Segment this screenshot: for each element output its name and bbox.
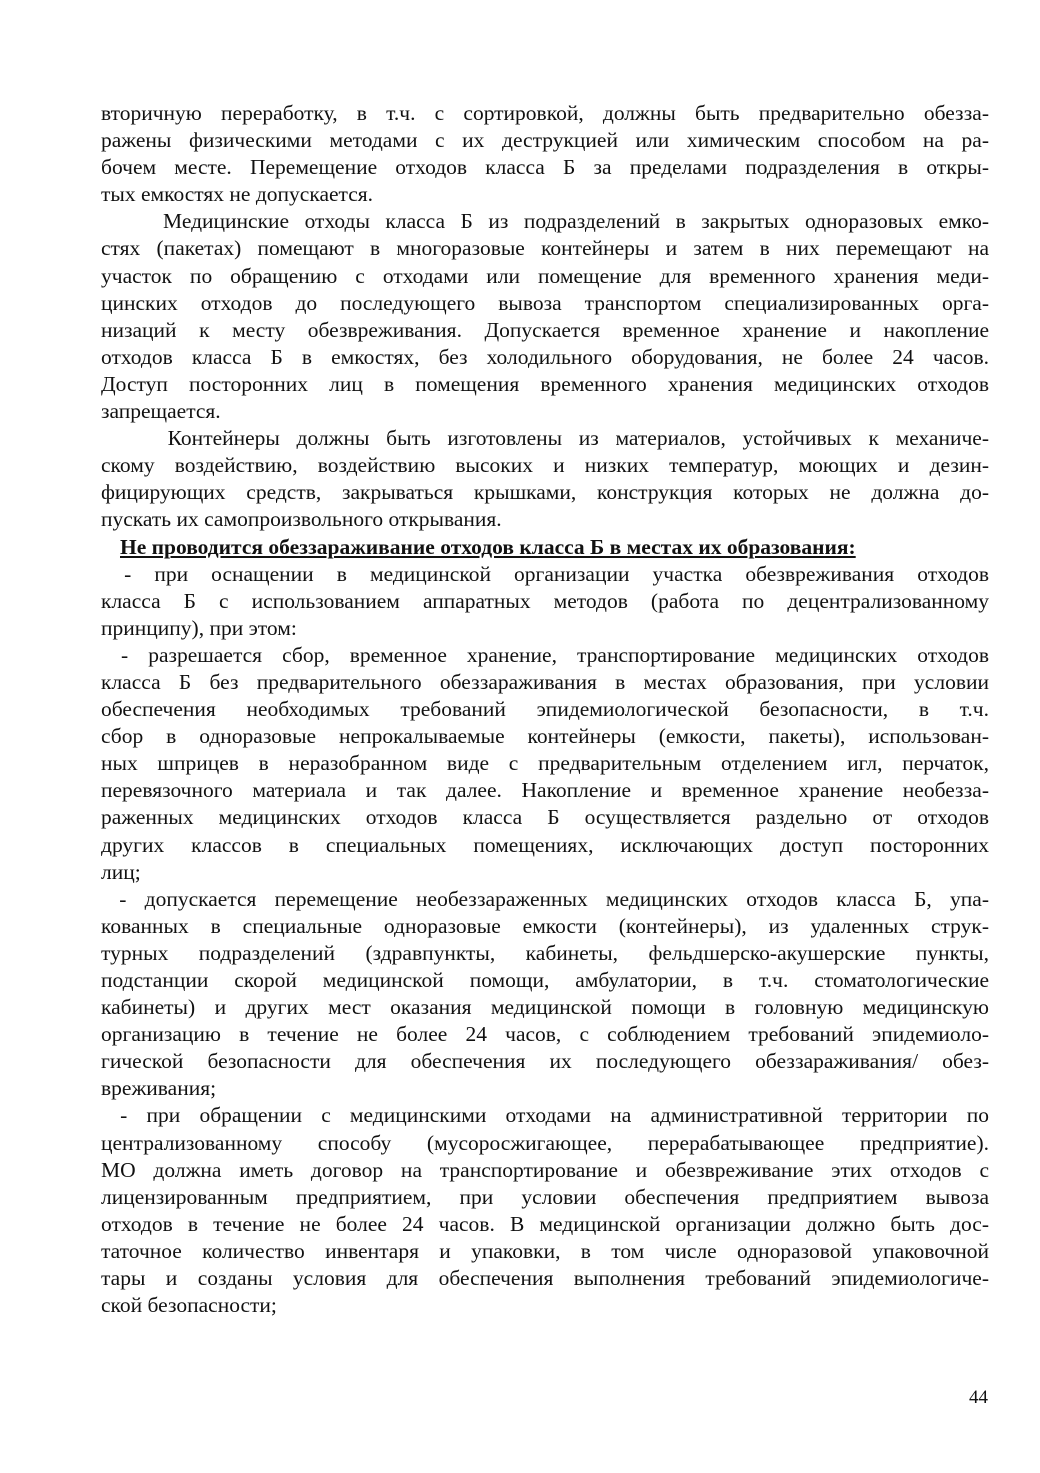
text-line: класса Б без предварительного обеззараживания в местах образования, при условии bbox=[101, 669, 989, 694]
text-line: отходов в течение не более 24 часов. В медицинской организации должно быть дос- bbox=[101, 1211, 989, 1236]
text-line: скому воздействию, воздействию высоких и низких температур, моющих и дезин- bbox=[101, 453, 989, 478]
text-line: стях (пакетах) помещают в многоразовые контейнеры и затем в них перемещают на bbox=[101, 236, 989, 261]
text-line: участок по обращению с отходами или помещение для временного хранения меди- bbox=[101, 263, 989, 288]
document-page bbox=[101, 100, 989, 1319]
text-line: ражены физическими методами с их деструкцией или химическим способом на ра- bbox=[101, 128, 989, 153]
text-line: других классов в специальных помещениях, исключающих доступ посторонних bbox=[101, 832, 989, 857]
text-line: кованных в специальные одноразовые емкости (контейнеры), из удаленных струк- bbox=[101, 913, 989, 938]
paragraph-6 bbox=[101, 886, 989, 1103]
text-line: - допускается перемещение необеззараженных медицинских отходов класса Б, упа- bbox=[101, 886, 989, 911]
paragraph-3 bbox=[101, 425, 989, 533]
text-line: таточное количество инвентаря и упаковки, в том числе одноразовой упаковочной bbox=[101, 1238, 989, 1263]
text-line: низаций к месту обезвреживания. Допускается временное хранение и накопление bbox=[101, 317, 989, 342]
text-line: фицирующих средств, закрываться крышками, конструкция которых не должна до- bbox=[101, 480, 989, 505]
text-line: - при оснащении в медицинской организации участка обезвреживания отходов bbox=[101, 561, 989, 586]
text-line: ных шприцев в неразобранном виде с предварительным отделением игл, перчаток, bbox=[101, 751, 989, 776]
text-line: ской безопасности; bbox=[101, 1293, 277, 1318]
text-line: сбор в одноразовые непрокалываемые контейнеры (емкости, пакеты), использован- bbox=[101, 724, 989, 749]
text-line: кабинеты) и других мест оказания медицинской помощи в головную медицинскую bbox=[101, 995, 989, 1020]
text-line: подстанции скорой медицинской помощи, амбулатории, в т.ч. стоматологические bbox=[101, 968, 989, 992]
text-line: централизованному способу (мусоросжигающее, перерабатывающее предприятие). bbox=[101, 1130, 989, 1155]
text-line: перевязочного материала и так далее. Накопление и временное хранение необезза- bbox=[101, 778, 989, 803]
heading-text: Не проводится обеззараживание отходов класса Б в местах их образования: bbox=[120, 534, 856, 559]
text-line: отходов класса Б в емкостях, без холодильного оборудования, не более 24 часов. bbox=[101, 344, 989, 369]
text-line: организацию в течение не более 24 часов, с соблюдением требований эпидемиоло- bbox=[101, 1022, 989, 1047]
text-line: раженных медицинских отходов класса Б осуществляется раздельно от отходов bbox=[101, 805, 989, 830]
text-line: МО должна иметь договор на транспортирование и обезвреживание этих отходов с bbox=[101, 1157, 989, 1182]
text-line: - разрешается сбор, временное хранение, транспортирование медицинских отходов bbox=[101, 642, 989, 667]
text-line: Доступ посторонних лиц в помещения временного хранения медицинских отходов bbox=[101, 371, 989, 396]
paragraph-2 bbox=[101, 208, 989, 425]
text-line: обеспечения необходимых требований эпидемиологической безопасности, в т.ч. bbox=[101, 697, 989, 722]
text-line: вреживания; bbox=[101, 1076, 217, 1101]
text-line: пускать их самопроизвольного открывания. bbox=[101, 507, 502, 532]
paragraph-5 bbox=[101, 642, 989, 886]
text-line: вторичную переработку, в т.ч. с сортировкой, должны быть предварительно обезза- bbox=[101, 101, 989, 125]
text-line: тых емкостях не допускается. bbox=[101, 182, 374, 207]
text-line: турных подразделений (здравпункты, кабинеты, фельдшерско-акушерские пункты, bbox=[101, 940, 989, 965]
paragraph-1 bbox=[101, 100, 989, 208]
text-line: Медицинские отходы класса Б из подразделений в закрытых одноразовых емко- bbox=[101, 209, 989, 234]
text-line: запрещается. bbox=[101, 399, 221, 424]
text-line: лиц; bbox=[101, 859, 141, 884]
text-line: - при обращении с медицинскими отходами на административной территории по bbox=[101, 1103, 989, 1128]
text-line: Контейнеры должны быть изготовлены из материалов, устойчивых к механиче- bbox=[101, 426, 989, 451]
text-line: цинских отходов до последующего вывоза транспортом специализированных орга- bbox=[101, 290, 989, 315]
text-line: бочем месте. Перемещение отходов класса Б за пределами подразделения в откры- bbox=[101, 155, 989, 180]
text-line: принципу), при этом: bbox=[101, 615, 297, 640]
text-line: лицензированным предприятием, при условии обеспечения предприятием вывоза bbox=[101, 1184, 989, 1209]
page-number: 44 bbox=[969, 1387, 988, 1408]
paragraph-4 bbox=[101, 561, 989, 642]
text-line: тары и созданы условия для обеспечения выполнения требований эпидемиологиче- bbox=[101, 1266, 989, 1291]
text-line: гической безопасности для обеспечения их последующего обеззараживания/ обез- bbox=[101, 1049, 989, 1074]
text-line: класса Б с использованием аппаратных методов (работа по децентрализованному bbox=[101, 588, 989, 613]
section-heading bbox=[101, 534, 989, 561]
paragraph-7 bbox=[101, 1102, 989, 1319]
